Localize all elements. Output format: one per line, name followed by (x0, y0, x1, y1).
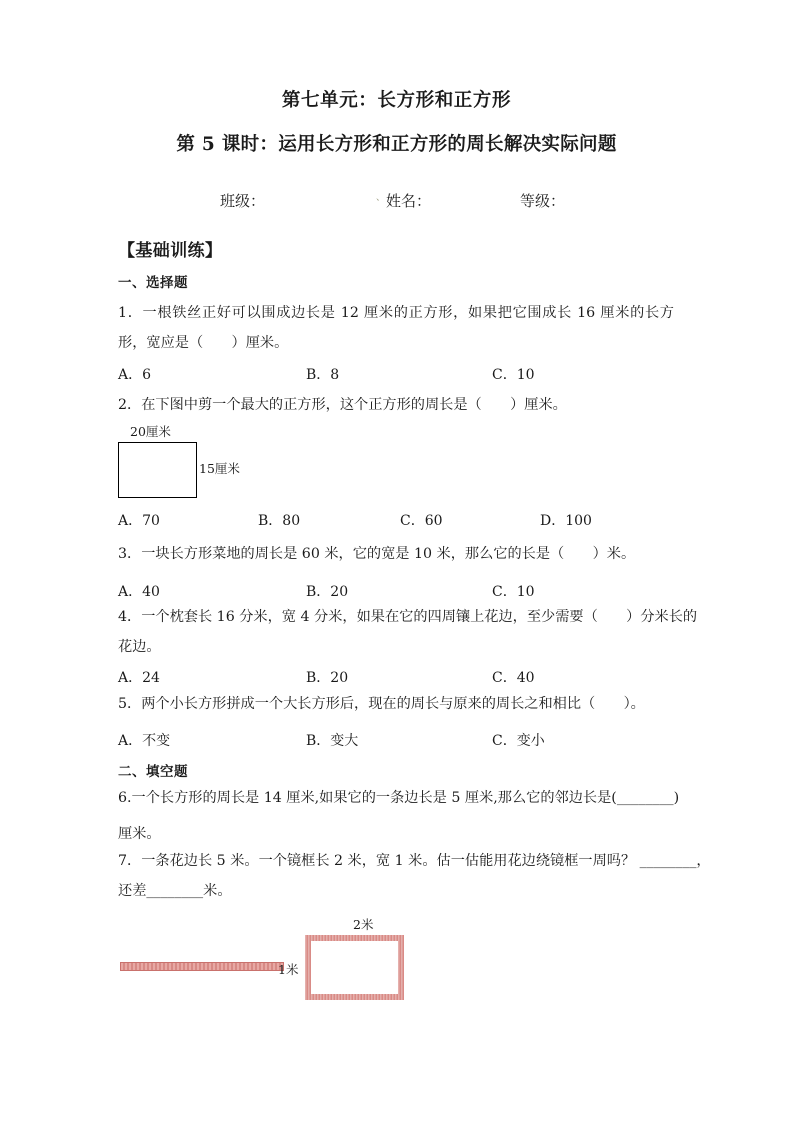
question-4-text-line-1: 4．一个枕套长 16 分米，宽 4 分米，如果在它的四周镶上花边，至少需要（ ）分米长的 (118, 609, 698, 625)
question-6-text-line-2: 厘米。 (118, 826, 161, 842)
figure-frame-top-label: 2米 (353, 917, 374, 932)
question-1-option-b[interactable]: B．8 (306, 367, 340, 383)
figure-rect-side-label: 15厘米 (199, 461, 240, 476)
question-2-option-a[interactable]: A．70 (118, 513, 160, 529)
question-1-options (118, 364, 678, 384)
figure-lace-strip (120, 962, 284, 971)
page-title-lesson: 第 5 课时：运用长方形和正方形的周长解决实际问题 (176, 134, 617, 155)
question-4-option-b[interactable]: B．20 (306, 670, 349, 686)
student-info-row (120, 190, 673, 212)
question-5-option-c[interactable]: C．变小 (492, 733, 545, 749)
question-1-option-a[interactable]: A．6 (118, 367, 152, 383)
subsection-heading-fill-blank: 二、填空题 (118, 764, 188, 780)
question-2-figure (118, 425, 368, 517)
grade-field-label: 等级： (520, 192, 566, 210)
question-1-option-c[interactable]: C．10 (492, 367, 535, 383)
question-7-text-line-1[interactable]: 7．一条花边长 5 米。一个镜框长 2 米，宽 1 米。估一估能用花边绕镜框一周吗？ ________， (118, 853, 711, 869)
question-3-text: 3．一块长方形菜地的周长是 60 米，它的宽是 10 米，那么它的长是（ ）米。 (118, 546, 636, 562)
question-2-option-b[interactable]: B．80 (258, 513, 301, 529)
figure-frame-left-label: 1米 (278, 962, 299, 977)
question-4-option-a[interactable]: A．24 (118, 670, 160, 686)
question-3-option-b[interactable]: B．20 (306, 584, 349, 600)
subsection-heading-multiple-choice: 一、选择题 (118, 275, 188, 291)
figure-mirror-frame-group (278, 917, 460, 1018)
question-2-option-d[interactable]: D．100 (540, 513, 592, 529)
question-6-text-line-1[interactable]: 6.一个长方形的周长是 14 厘米,如果它的一条边长是 5 厘米,那么它的邻边长是(________) (118, 790, 680, 806)
question-3-option-a[interactable]: A．40 (118, 584, 160, 600)
question-4-option-c[interactable]: C．40 (492, 670, 535, 686)
question-3-options (118, 581, 678, 601)
name-field-label: 姓名： (386, 192, 432, 210)
page-title-unit: 第七单元：长方形和正方形 (281, 90, 512, 111)
question-3-option-c[interactable]: C．10 (492, 584, 535, 600)
class-field-label: 班级： (220, 192, 266, 210)
figure-rect-shape (118, 442, 197, 498)
question-5-option-a[interactable]: A．不变 (118, 733, 171, 749)
question-5-text: 5．两个小长方形拼成一个大长方形后，现在的周长与原来的周长之和相比（ ）。 (118, 696, 645, 712)
question-2-text: 2．在下图中剪一个最大的正方形，这个正方形的周长是（ ）厘米。 (118, 397, 567, 413)
figure-rect-top-label: 20厘米 (130, 424, 171, 439)
figure-frame-shape (305, 935, 404, 1000)
question-7-figure (100, 910, 700, 1020)
question-2-options (118, 510, 678, 530)
question-7-text-line-2[interactable]: 还差________米。 (118, 883, 232, 899)
question-5-option-b[interactable]: B．变大 (306, 733, 359, 749)
question-4-text-line-2: 花边。 (118, 639, 161, 655)
question-2-option-c[interactable]: C．60 (400, 513, 443, 529)
question-1-text: 1．一根铁丝正好可以围成边长是 12 厘米的正方形，如果把它围成长 16 厘米的长方形，宽应是（ ）厘米。 (118, 305, 674, 351)
question-4-options (118, 667, 678, 687)
stray-mark-glyph: 、 (376, 193, 386, 203)
section-heading-basic-training: 【基础训练】 (118, 241, 223, 261)
question-5-options (118, 730, 678, 750)
